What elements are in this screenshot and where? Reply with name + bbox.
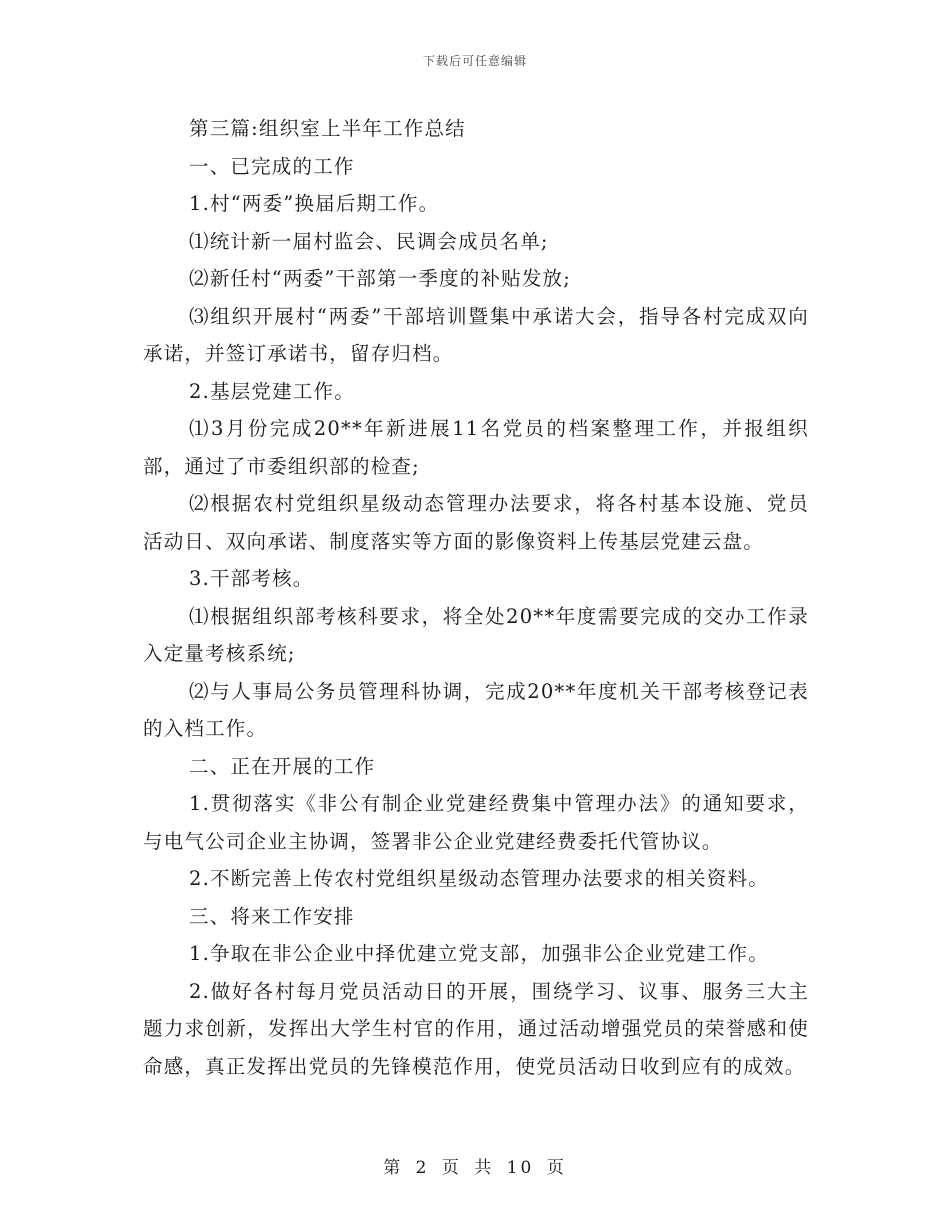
section-heading-completed: 一、已完成的工作 xyxy=(189,154,355,178)
list-item: 2.不断完善上传农村党组织星级动态管理办法要求的相关资料。 xyxy=(189,867,769,890)
list-item: 1.贯彻落实《非公有制企业党建经费集中管理办法》的通知要求，与电气公司企业主协调，签署非公企业党建经费委托代管协议。 xyxy=(143,792,809,853)
document-title: 第三篇:组织室上半年工作总结 xyxy=(189,117,466,140)
document-body xyxy=(143,110,809,1085)
list-item: ⑵与人事局公务员管理科协调，完成20**年度机关干部考核登记表的入档工作。 xyxy=(143,679,809,740)
list-item: 2.做好各村每月党员活动日的开展，围绕学习、议事、服务三大主题力求创新，发挥出大学生村官的作用，通过活动增强党员的荣誉感和使命感，真正发挥出党员的先锋模范作用，使党员活动日收到应有的成效。 xyxy=(143,979,809,1078)
subsection-heading: 1.村“两委”换届后期工作。 xyxy=(189,192,440,215)
list-item: ⑴根据组织部考核科要求，将全处20**年度需要完成的交办工作录入定量考核系统; xyxy=(143,604,809,665)
list-item: ⑵新任村“两委”干部第一季度的补贴发放; xyxy=(189,267,572,290)
subsection-heading: 3.干部考核。 xyxy=(189,567,314,590)
list-item: ⑴统计新一届村监会、民调会成员名单; xyxy=(189,229,549,253)
page-header: 下载后可任意编辑 xyxy=(422,54,527,68)
subsection-heading: 2.基层党建工作。 xyxy=(189,379,355,403)
section-heading-future: 三、将来工作安排 xyxy=(189,904,355,928)
list-item: 1.争取在非公企业中择优建立党支部，加强非公企业党建工作。 xyxy=(189,942,769,965)
section-heading-in-progress: 二、正在开展的工作 xyxy=(189,754,376,778)
list-item: ⑴3月份完成20**年新进展11名党员的档案整理工作，并报组织部，通过了市委组织部的检查; xyxy=(143,417,809,478)
list-item: ⑵根据农村党组织星级动态管理办法要求，将各村基本设施、党员活动日、双向承诺、制度落实等方面的影像资料上传基层党建云盘。 xyxy=(143,492,809,553)
page-number: 第 2 页 共 10 页 xyxy=(383,1158,567,1178)
list-item: ⑶组织开展村“两委”干部培训暨集中承诺大会，指导各村完成双向承诺，并签订承诺书，留存归档。 xyxy=(143,304,809,365)
